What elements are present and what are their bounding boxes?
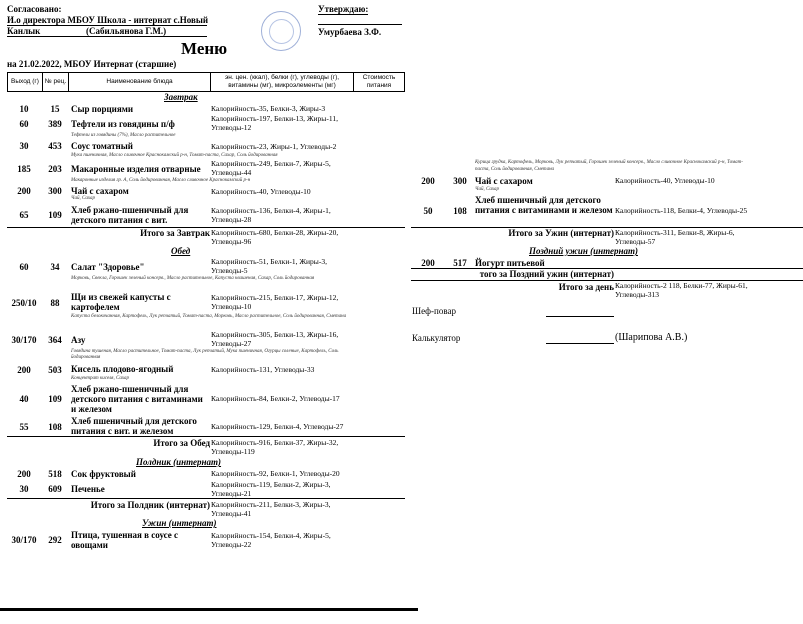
row-nutrition: Калорийность-136, Белки-4, Жиры-1, Углеводы-28 xyxy=(211,206,331,224)
section-late-dinner: Поздний ужин (интернат) xyxy=(529,246,638,256)
row-recipe: 109 xyxy=(48,394,62,404)
row-nutrition: Калорийность-305, Белки-13, Жиры-16, Углеводы-27 xyxy=(211,330,339,348)
dinner-total-nutrition: Калорийность-311, Белки-8, Жиры-6, Углеводы-57 xyxy=(615,228,735,246)
row-ingredients: Капуста белокочанная, Картофель, Лук репчатый, Томат-паста, Морковь, Масло растительное, Соль йодированная, Сметана xyxy=(71,314,347,319)
snack-total-label: Итого за Полдник (интернат) xyxy=(90,500,210,510)
row-nutrition: Калорийность-129, Белки-4, Углеводы-27 xyxy=(211,422,344,431)
row-dish: Сыр порциями xyxy=(71,104,134,114)
row-output: 60 xyxy=(19,119,29,129)
row-ingredients: Чай, Сахар xyxy=(475,187,499,192)
col-recipe: № рец. xyxy=(42,72,69,92)
agreed-label: Согласовано: xyxy=(7,4,62,14)
approve-name: Умурбаева З.Ф. xyxy=(318,27,382,37)
row-output: 200 xyxy=(17,469,31,479)
agreed-line2-a: Канлык xyxy=(7,26,41,36)
row-recipe: 34 xyxy=(50,262,60,272)
row-dish: Сок фруктовый xyxy=(71,469,136,479)
row-recipe: 364 xyxy=(48,335,62,345)
row-recipe: 503 xyxy=(48,365,62,375)
day-total-label: Итого за день xyxy=(558,282,614,292)
row-ingredients: Морковь, Свекла, Горошек зеленый консерв., Масло растительное, Капуста квашеная, Сахар, Соль йодированная xyxy=(71,276,315,281)
breakfast-total-nutrition: Калорийность-680, Белки-28, Жиры-20, Углеводы-96 xyxy=(211,228,339,246)
row-recipe: 300 xyxy=(48,186,62,196)
row-dish: Йогурт питьевой xyxy=(475,258,545,268)
row-nutrition: Калорийность-35, Белки-3, Жиры-3 xyxy=(211,104,326,113)
chef-label: Шеф-повар xyxy=(412,306,456,316)
section-snack: Полдник (интернат) xyxy=(136,457,222,467)
row-nutrition: Калорийность-154, Белки-4, Жиры-5, Углеводы-22 xyxy=(211,531,331,549)
row-output: 55 xyxy=(19,422,29,432)
day-total-nutrition: Калорийность-2 118, Белки-77, Жиры-61, Углеводы-313 xyxy=(615,281,748,299)
row-dish: Чай с сахаром xyxy=(475,176,533,186)
row-nutrition: Калорийность-215, Белки-17, Жиры-12, Углеводы-10 xyxy=(211,293,339,311)
right-ingredients: Курица грудка, Картофель, Морковь, Лук репчатый, Горошек зеленый консерв., Масло сливочное Краснокамский р-н, Томат-паста, Соль йодированная, Сметана xyxy=(475,160,743,172)
row-output: 200 xyxy=(17,186,31,196)
row-dish: Птица, тушенная в соусе с овощами xyxy=(71,530,179,550)
row-recipe: 15 xyxy=(50,104,60,114)
row-recipe: 300 xyxy=(453,176,467,186)
row-nutrition: Калорийность-92, Белки-1, Углеводы-20 xyxy=(211,469,340,478)
row-nutrition: Калорийность-40, Углеводы-10 xyxy=(615,176,715,185)
row-dish: Печенье xyxy=(71,484,105,494)
row-recipe: 108 xyxy=(453,206,467,216)
row-nutrition: Калорийность-84, Белки-2, Углеводы-17 xyxy=(211,394,340,403)
snack-total-nutrition: Калорийность-211, Белки-3, Жиры-3, Углеводы-41 xyxy=(211,500,331,518)
row-recipe: 108 xyxy=(48,422,62,432)
agreed-line2-b: (Сабильянова Г.М.) xyxy=(86,26,167,36)
col-nutrition: эн. цен. (ккал), белки (г), углеводы (г), витамины (мг), микроэлементы (мг) xyxy=(210,72,354,92)
row-ingredients: Мука пшеничная, Масло сливочное Краснокамский р-н, Томат-паста, Сахар, Соль йодированная xyxy=(71,153,278,158)
row-ingredients: Говядина тушеная, Масло растительное, Томат-паста, Лук репчатый, Мука пшеничная, Огурцы соленые, Картофель, Соль йодированная xyxy=(71,349,339,360)
col-output: Выход (г) xyxy=(7,72,43,92)
row-output: 60 xyxy=(19,262,29,272)
row-recipe: 518 xyxy=(48,469,62,479)
row-nutrition: Калорийность-249, Белки-7, Жиры-5, Углеводы-44 xyxy=(211,159,331,177)
row-recipe: 453 xyxy=(48,141,62,151)
row-output: 30 xyxy=(19,484,29,494)
section-lunch: Обед xyxy=(171,246,191,256)
row-recipe: 517 xyxy=(453,258,467,268)
row-output: 40 xyxy=(19,394,29,404)
row-output: 200 xyxy=(17,365,31,375)
row-output: 250/10 xyxy=(11,298,37,308)
row-dish: Макаронные изделия отварные xyxy=(71,164,201,174)
row-ingredients: Концентрат киселя, Сахар xyxy=(71,376,130,381)
row-dish: Тефтели из говядины п/ф xyxy=(71,119,175,129)
row-dish: Хлеб ржано-пшеничный для детского питания с витаминами и железом xyxy=(71,384,203,414)
row-output: 30/170 xyxy=(11,335,37,345)
row-recipe: 609 xyxy=(48,484,62,494)
row-recipe: 109 xyxy=(48,210,62,220)
page-title: Меню xyxy=(181,39,228,58)
row-recipe: 292 xyxy=(48,535,62,545)
lunch-total-label: Итого за Обед xyxy=(153,438,210,448)
row-nutrition: Калорийность-51, Белки-1, Жиры-3, Углеводы-5 xyxy=(211,257,327,275)
row-nutrition: Калорийность-197, Белки-13, Жиры-11, Углеводы-12 xyxy=(211,114,338,132)
col-cost: Стоимость питания xyxy=(353,72,405,92)
row-output: 65 xyxy=(19,210,29,220)
row-nutrition: Калорийность-131, Углеводы-33 xyxy=(211,365,315,374)
row-dish: Хлеб пшеничный для детского питания с вит. и железом xyxy=(71,416,197,436)
row-output: 30 xyxy=(19,141,29,151)
row-ingredients: Тефтели из говядины (7%), Масло растительное xyxy=(71,133,176,138)
agreed-line1: И.о директора МБОУ Школа - интернат с.Новый xyxy=(7,15,209,25)
page-subtitle: на 21.02.2022, МБОУ Интернат (старшие) xyxy=(7,59,177,69)
dinner-total-label: Итого за Ужин (интернат) xyxy=(508,228,614,238)
row-dish: Чай с сахаром xyxy=(71,186,129,196)
row-nutrition: Калорийность-118, Белки-4, Углеводы-25 xyxy=(615,206,748,215)
row-nutrition: Калорийность-23, Жиры-1, Углеводы-2 xyxy=(211,142,337,151)
late-total-label: того за Поздний ужин (интернат) xyxy=(479,269,614,279)
row-dish: Хлеб пшеничный для детского питания с витаминами и железом xyxy=(475,195,613,215)
row-output: 200 xyxy=(421,176,435,186)
row-output: 200 xyxy=(421,258,435,268)
row-ingredients: Чай, Сахар xyxy=(71,196,95,201)
row-dish: Соус томатный xyxy=(71,141,133,151)
row-dish: Хлеб ржано-пшеничный для детского питания с вит. xyxy=(71,205,189,225)
row-output: 30/170 xyxy=(11,535,37,545)
row-recipe: 88 xyxy=(50,298,60,308)
row-dish: Кисель плодово-ягодный xyxy=(71,364,174,374)
stamp-seal xyxy=(261,11,301,51)
row-output: 185 xyxy=(17,164,31,174)
section-dinner: Ужин (интернат) xyxy=(142,518,217,528)
approve-label: Утверждаю: xyxy=(318,4,369,14)
page-bottom-rule xyxy=(0,608,418,611)
row-dish: Азу xyxy=(71,335,86,345)
row-output: 10 xyxy=(19,104,29,114)
col-dish: Наименование блюда xyxy=(68,72,211,92)
row-ingredients: Макаронные изделия гр. А, Соль йодированная, Масло сливочное Краснокамский р-н xyxy=(71,178,251,183)
row-recipe: 203 xyxy=(48,164,62,174)
calculator-name: (Шарипова А.В.) xyxy=(615,332,688,343)
row-recipe: 389 xyxy=(48,119,62,129)
lunch-total-nutrition: Калорийность-916, Белки-37, Жиры-32, Углеводы-119 xyxy=(211,438,339,456)
section-breakfast: Завтрак xyxy=(164,92,198,102)
row-dish: Салат "Здоровье" xyxy=(71,262,145,272)
row-nutrition: Калорийность-40, Углеводы-10 xyxy=(211,187,311,196)
breakfast-total-label: Итого за Завтрак xyxy=(140,228,210,238)
row-output: 50 xyxy=(423,206,433,216)
row-nutrition: Калорийность-119, Белки-2, Жиры-3, Углеводы-21 xyxy=(211,480,331,498)
calculator-label: Калькулятор xyxy=(412,333,461,343)
row-dish: Щи из свежей капусты с картофелем xyxy=(71,292,171,312)
